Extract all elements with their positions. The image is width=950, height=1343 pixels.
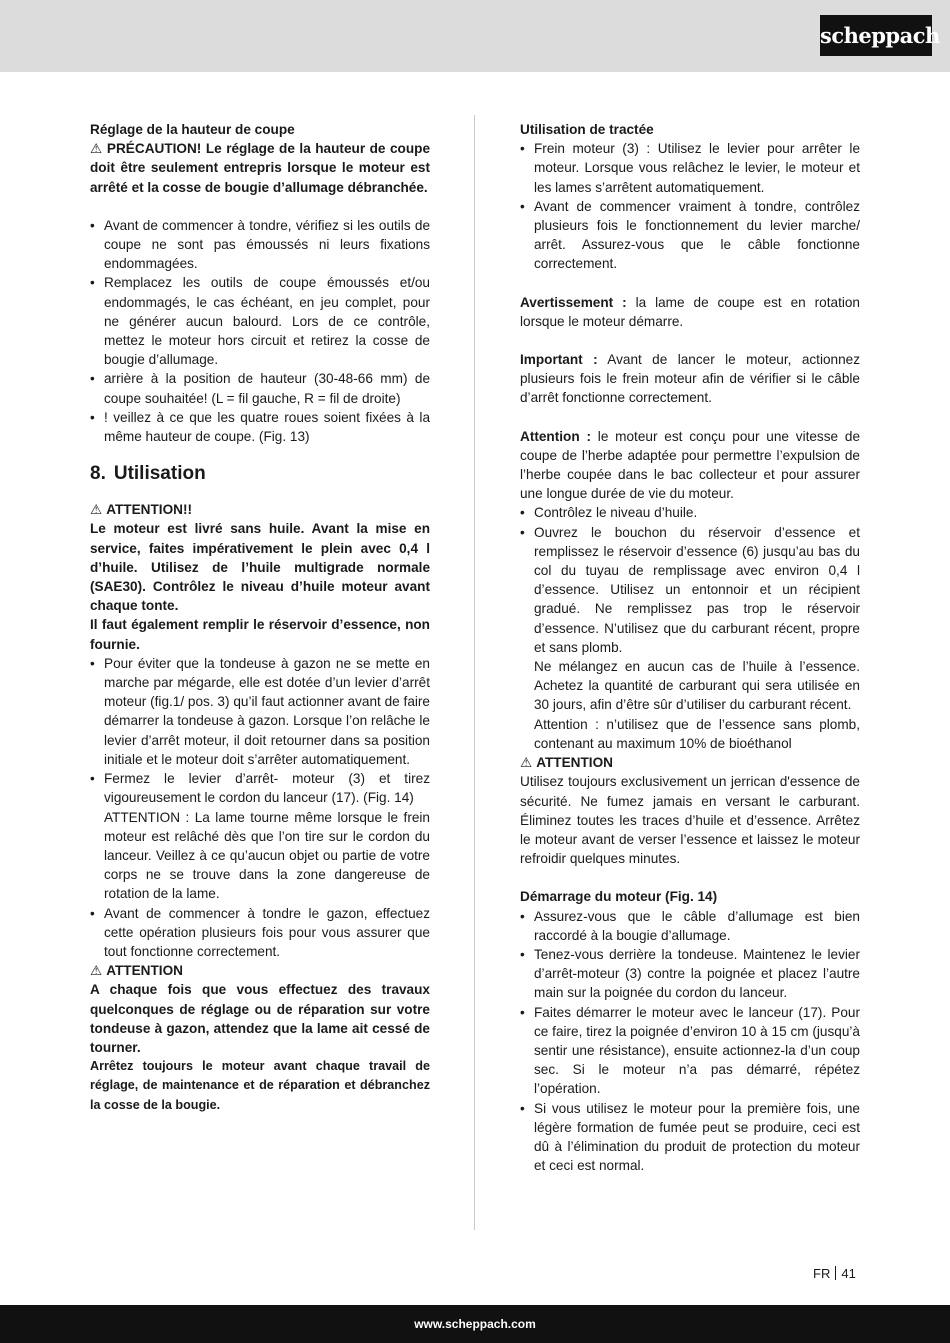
- attention-paragraph: [520, 427, 860, 504]
- cutting-height-list: [90, 216, 430, 446]
- attention-heading: [90, 500, 430, 519]
- list-continuation: ATTENTION : La lame tourne même lorsque le frein moteur est relâché dès que l’on tire sur le cordon du lanceur. Veillez à ce qu’aucun objet ou partie de votre corps ne se trouve dans la zone dangereuse de rotation de la lame.: [104, 809, 430, 902]
- header-band: [0, 0, 950, 72]
- list-item: • Remplacez les outils de coupe émoussés et/ou endommagés, le cas échéant, en jeu complet, pour ne générer aucun balourd. Lors de ce contrôle, mettez le moteur hors circuit et retirez la cosse de bougie d’allumage.: [90, 273, 430, 369]
- footer-bar: [0, 1305, 950, 1343]
- warning-label: Avertissement :: [520, 294, 627, 310]
- attention-text-fuel: Il faut également remplir le réservoir d’essence, non fournie.: [90, 617, 430, 652]
- list-item: • Avant de commencer à tondre le gazon, effectuez cette opération plusieurs fois pour vous assurer que tout fonctionne correctement.: [90, 904, 430, 962]
- list-item: • Ouvrez le bouchon du réservoir d’essence et remplissez le réservoir d’essence (6) jusqu’au bas du col du tuyau de remplissage avec environ 0,4 l d’essence. Utilisez un entonnoir et un récipient gradué. Ne remplissez pas trop le réservoir d’essence. N’utilisez que du carburant récent, propre et sans plomb.: [520, 523, 860, 657]
- scheppach-logo: scheppach: [820, 15, 932, 56]
- attention-text: Le moteur est livré sans huile. Avant la mise en service, faites impérativement le plein avec 0,4 l d’huile. Utilisez de l’huile multigrade normale (SAE30). Contrôlez le niveau d’huile moteur avant chaque tonte.: [90, 521, 430, 614]
- warning-icon: ⚠: [90, 502, 103, 518]
- attention-heading-3: [520, 753, 860, 772]
- caution-paragraph: [90, 139, 430, 197]
- warning-icon: ⚠: [520, 755, 533, 771]
- website-link[interactable]: www.scheppach.com: [414, 1317, 536, 1331]
- warning-icon: ⚠: [90, 141, 103, 157]
- list-continuation: Attention : n’utilisez que de l’essence sans plomb, contenant au maximum 10% de bioéthanol: [534, 716, 860, 751]
- page-separator: [835, 1266, 836, 1280]
- utilisation-list-2: [90, 904, 430, 962]
- attention-text-3: Arrêtez toujours le moteur avant chaque travail de réglage, de maintenance et de réparation et débranchez la cosse de la bougie.: [90, 1059, 430, 1112]
- list-item: • Faites démarrer le moteur avec le lanceur (17). Pour ce faire, tirez la poignée d’environ 10 à 15 cm (jusqu’à sentir une résistance), ensuite actionnez-la d’un coup sec. Si le moteur n’a pas démarré, répétez l’opération.: [520, 1003, 860, 1099]
- attention-label: ATTENTION!!: [106, 502, 193, 518]
- warning-paragraph: [520, 293, 860, 331]
- warning-icon: ⚠: [90, 963, 103, 979]
- attention-label: ATTENTION: [106, 963, 183, 979]
- page-number: [813, 1266, 856, 1282]
- list-item: • Tenez-vous derrière la tondeuse. Maintenez le levier d’arrêt-moteur (3) contre la poignée et placez l’autre main sur la poignée du cordon du lanceur.: [520, 945, 860, 1003]
- page-number-value: 41: [841, 1266, 856, 1281]
- list-continuation: Ne mélangez en aucun cas de l’huile à l’essence. Achetez la quantité de carburant qui sera utilisée en 30 jours, afin d’être sûr d’utiliser du carburant récent.: [534, 659, 860, 713]
- section-number: 8.: [90, 463, 106, 485]
- jerrican-paragraph: Utilisez toujours exclusivement un jerrican d'essence de sécurité. Ne fumez jamais en versant le carburant. Éliminez toutes les traces d’huile et d’essence. Arrêtez le moteur avant de verser l’essence et laissez le moteur refroidir quelques minutes.: [520, 774, 860, 867]
- important-label: Important :: [520, 352, 598, 368]
- attention-heading-2: [90, 961, 430, 980]
- list-item: • Frein moteur (3) : Utilisez le levier pour arrêter le moteur. Lorsque vous relâchez le levier, le moteur et les lames s’arrêtent automatiquement.: [520, 139, 860, 197]
- column-divider: [474, 115, 475, 1230]
- warning-text: la lame de coupe est en rotation lorsque le moteur démarre.: [520, 294, 860, 329]
- list-item: • Contrôlez le niveau d’huile.: [520, 503, 860, 522]
- start-list: [520, 907, 860, 1176]
- section-title: Utilisation: [113, 463, 206, 485]
- list-item: • Fermez le levier d’arrêt- moteur (3) et tirez vigoureusement le cordon du lanceur (17). (Fig. 14): [90, 769, 430, 807]
- left-column: [90, 120, 430, 1115]
- section-heading-start: Démarrage du moteur (Fig. 14): [520, 889, 718, 905]
- important-text: Avant de lancer le moteur, actionnez plusieurs fois le frein moteur afin de vérifier si le câble d’arrêt fonctionne correctement.: [520, 352, 861, 406]
- list-item: • Si vous utilisez le moteur pour la première fois, une légère formation de fumée peut se produire, ceci est dû à l’élimination du produit de protection du moteur et ceci est normal.: [520, 1099, 860, 1176]
- utilisation-list: [90, 654, 430, 808]
- attention-label: Attention :: [520, 428, 591, 444]
- right-column: [520, 120, 860, 1175]
- attention-text-2: A chaque fois que vous effectuez des travaux quelconques de réglage ou de réparation sur votre tondeuse à gazon, attendez que la lame ait cessé de tourner.: [90, 982, 430, 1055]
- caution-text: PRÉCAUTION! Le réglage de la hauteur de coupe doit être seulement entrepris lorsque le moteur est arrêté et la cosse de bougie d’allumage débranchée.: [90, 141, 431, 195]
- list-item: • Avant de commencer à tondre, vérifiez si les outils de coupe ne sont pas émoussés ni leurs fixations endommagées.: [90, 216, 430, 274]
- list-item: • ! veillez à ce que les quatre roues soient fixées à la même hauteur de coupe. (Fig. 13): [90, 408, 430, 446]
- section-heading-traction: Utilisation de tractée: [520, 122, 654, 137]
- traction-list: [520, 139, 860, 273]
- section-heading-utilisation: [90, 462, 430, 486]
- attention-text: le moteur est conçu pour une vitesse de coupe de l’herbe adaptée pour permettre l’expulsion de l’herbe coupée dans le bac collecteur et pour assurer une longue durée de vie du moteur.: [520, 428, 861, 502]
- attention-label: ATTENTION: [536, 755, 613, 771]
- language-code: FR: [813, 1266, 831, 1281]
- list-item: • Pour éviter que la tondeuse à gazon ne se mette en marche par mégarde, elle est dotée d’un levier d’arrêt moteur (fig.1/ pos. 3) qu’il faut actionner avant de faire démarrer la tondeuse à gazon. Lorsque l’on relâche le levier d’arrêt moteur, il doit retourner dans sa position initiale et le moteur doit s’arrêter automatiquement.: [90, 654, 430, 769]
- important-paragraph: [520, 350, 860, 408]
- list-item: • arrière à la position de hauteur (30-48-66 mm) de coupe souhaitée! (L = fil gauche, R = fil de droite): [90, 369, 430, 407]
- fuel-list: [520, 503, 860, 657]
- list-item: • Assurez-vous que le câble d’allumage est bien raccordé à la bougie d’allumage.: [520, 907, 860, 945]
- list-item: • Avant de commencer vraiment à tondre, contrôlez plusieurs fois le fonctionnement du levier marche/ arrêt. Assurez-vous que le câble fonctionne correctement.: [520, 197, 860, 274]
- section-heading-cutting-height: Réglage de la hauteur de coupe: [90, 122, 295, 137]
